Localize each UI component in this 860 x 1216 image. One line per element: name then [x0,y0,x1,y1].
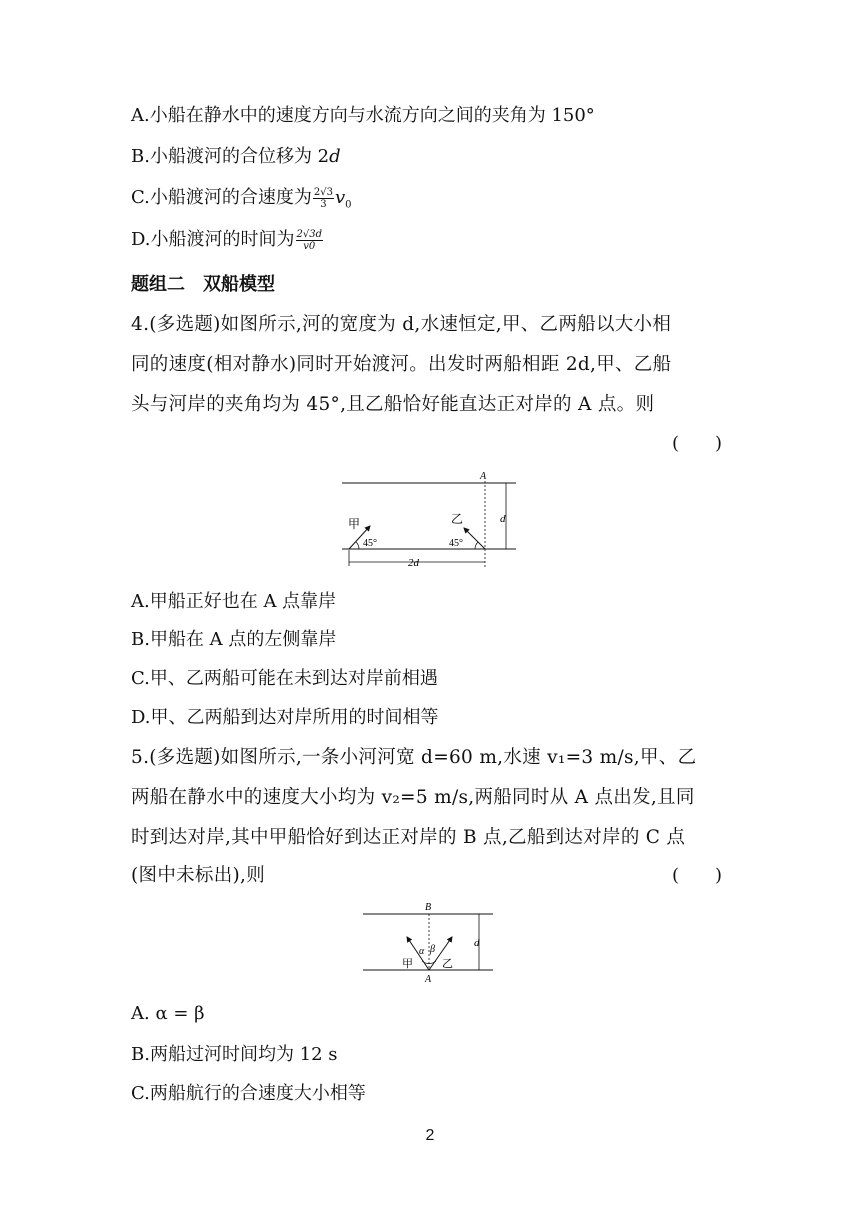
q4-label-yi: 乙 [451,512,464,526]
q5-line-2: 两船在静水中的速度大小均为 v₂=5 m/s,两船同时从 A 点出发,且同 [131,787,695,808]
q5-label-d: d [474,937,480,949]
q5-answer-parentheses: ( ) [672,865,723,886]
q4-yi-angle-arc [475,542,478,549]
q4-river-diagram [338,468,528,574]
q3-option-b [131,145,341,169]
q5-label-beta: β [430,944,435,955]
q4-angle-jia: 45° [363,538,377,549]
q5-line-4: (图中未标出),则 [131,865,266,886]
fraction-denominator: 3 [320,198,327,210]
q5-line-3: 时到达对岸,其中甲船恰好到达正对岸的 B 点,乙船到达对岸的 C 点 [131,827,686,848]
q5-label-a: A [425,974,432,985]
q4-option-c: C.甲、乙两船可能在未到达对岸前相遇 [131,668,438,689]
q5-label-yi: 乙 [442,958,453,970]
q5-label-jia: 甲 [402,958,413,970]
q3-option-c-var: v [334,187,346,208]
q4-line-1: 4.(多选题)如图所示,河的宽度为 d,水速恒定,甲、乙两船以大小相 [131,314,672,335]
q4-angle-yi: 45° [449,538,463,549]
q4-jia-angle-arc [356,542,359,549]
q4-answer-parentheses: ( ) [672,433,723,454]
q4-label-2d: 2d [408,557,419,569]
q4-line-2: 同的速度(相对静水)同时开始渡河。出发时两船相距 2d,甲、乙船 [131,354,672,375]
page-number: 2 [425,1127,435,1144]
q4-label-a: A [480,471,487,482]
q5-label-b: B [425,902,432,913]
q3-option-c-text: C.小船渡河的合速度为 [131,187,312,208]
q3-option-c-fraction [313,187,334,210]
q4-label-d: d [500,513,506,525]
q4-yi-arrow [464,528,485,549]
q5-option-b: B.两船过河时间均为 12 s [131,1044,338,1065]
q4-label-jia: 甲 [348,517,361,531]
q3-option-c [131,186,352,218]
q4-option-d: D.甲、乙两船到达对岸所用的时间相等 [131,707,439,728]
q3-option-c-subscript: 0 [345,199,352,211]
fraction-denominator: v0 [303,240,316,252]
q3-option-d-text: D.小船渡河的时间为 [131,229,295,250]
q5-river-diagram [358,899,503,989]
q3-option-a: A.小船在静水中的速度方向与水流方向之间的夹角为 150° [131,105,595,126]
fraction-numerator: 2√3d [296,228,323,240]
q5-line-1: 5.(多选题)如图所示,一条小河河宽 d=60 m,水速 v₁=3 m/s,甲、乙 [131,747,697,768]
q3-option-d [131,228,324,252]
q4-line-3: 头与河岸的夹角均为 45°,且乙船恰好能直达正对岸的 A 点。则 [131,394,655,415]
q5-label-alpha: α [419,946,425,957]
q3-option-d-fraction [296,229,324,252]
q3-option-b-var: d [329,146,341,167]
q4-option-a: A.甲船正好也在 A 点靠岸 [131,591,337,612]
q3-option-b-text: B.小船渡河的合位移为 2 [131,146,330,167]
fraction-numerator: 2√3 [313,186,333,198]
q4-option-b: B.甲船在 A 点的左侧靠岸 [131,629,337,650]
section-heading: 题组二 双船模型 [131,274,275,295]
q5-option-a: A. α = β [131,1003,205,1024]
q5-option-c: C.两船航行的合速度大小相等 [131,1083,366,1104]
